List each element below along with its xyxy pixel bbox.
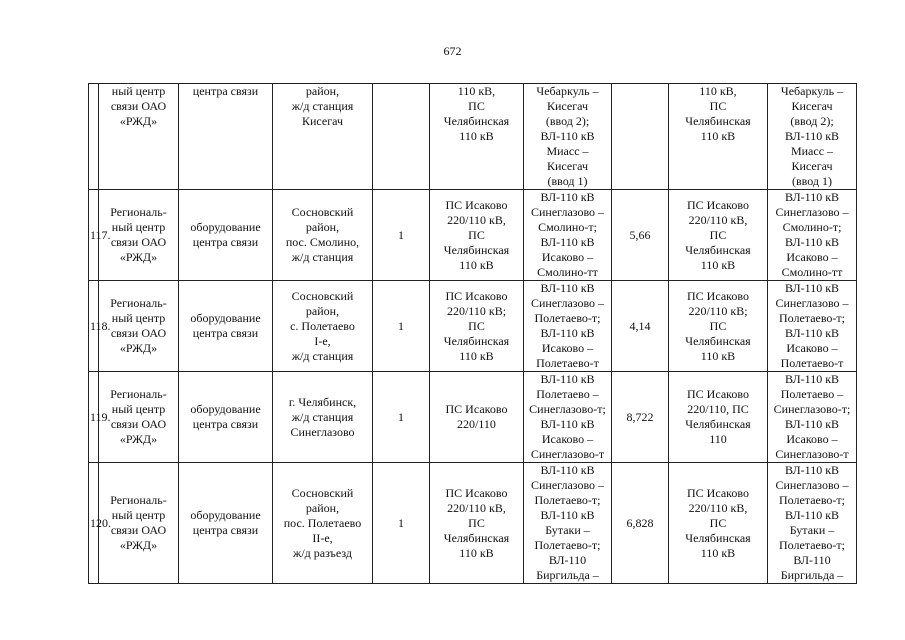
line-cell: ВЛ-110 кВ Полетаево – Синеглазово-т; ВЛ-110 кВ Исаково – Синеглазово-т	[524, 372, 612, 463]
owner-cell: Региональ- ный центр связи ОАО «РЖД»	[99, 372, 179, 463]
length-cell: 5,66	[612, 190, 669, 281]
location-cell: Сосновский район, с. Полетаево I-е, ж/д станция	[273, 281, 373, 372]
table-row	[89, 463, 857, 584]
owner-cell: Региональ- ный центр связи ОАО «РЖД»	[99, 463, 179, 584]
object-cell: оборудование центра связи	[179, 281, 273, 372]
length-cell	[612, 84, 669, 190]
row-number: 119.	[89, 372, 99, 463]
count-cell	[373, 84, 430, 190]
row-number: 117.	[89, 190, 99, 281]
source2-cell: ПС Исаково 220/110, ПС Челябинская 110	[669, 372, 768, 463]
object-cell: центра связи	[179, 84, 273, 190]
table-row	[89, 84, 857, 190]
source-cell: ПС Исаково 220/110 кВ; ПС Челябинская 110 кВ	[430, 281, 524, 372]
source2-cell: ПС Исаково 220/110 кВ; ПС Челябинская 110 кВ	[669, 281, 768, 372]
count-cell: 1	[373, 190, 430, 281]
source2-cell: ПС Исаково 220/110 кВ, ПС Челябинская 110 кВ	[669, 190, 768, 281]
count-cell: 1	[373, 463, 430, 584]
location-cell: район, ж/д станция Кисегач	[273, 84, 373, 190]
row-number: 118.	[89, 281, 99, 372]
page-number: 672	[443, 44, 462, 58]
line-cell: ВЛ-110 кВ Синеглазово – Полетаево-т; ВЛ-110 кВ Бутаки – Полетаево-т; ВЛ-110 Биргильда –	[524, 463, 612, 584]
line-cell: ВЛ-110 кВ Синеглазово – Смолино-т; ВЛ-110 кВ Исаково – Смолино-тт	[524, 190, 612, 281]
source-cell: 110 кВ, ПС Челябинская 110 кВ	[430, 84, 524, 190]
line2-cell: ВЛ-110 кВ Синеглазово – Полетаево-т; ВЛ-110 кВ Исаково – Полетаево-т	[768, 281, 857, 372]
table-row	[89, 281, 857, 372]
location-cell: Сосновский район, пос. Полетаево II-е, ж/д разъезд	[273, 463, 373, 584]
object-cell: оборудование центра связи	[179, 372, 273, 463]
row-number: 120.	[89, 463, 99, 584]
length-cell: 8,722	[612, 372, 669, 463]
source-cell: ПС Исаково 220/110 кВ, ПС Челябинская 110 кВ	[430, 463, 524, 584]
source2-cell: 110 кВ, ПС Челябинская 110 кВ	[669, 84, 768, 190]
source2-cell: ПС Исаково 220/110 кВ, ПС Челябинская 110 кВ	[669, 463, 768, 584]
count-cell: 1	[373, 281, 430, 372]
object-cell: оборудование центра связи	[179, 190, 273, 281]
table-row	[89, 372, 857, 463]
line2-cell: ВЛ-110 кВ Синеглазово – Смолино-т; ВЛ-110 кВ Исаково – Смолино-тт	[768, 190, 857, 281]
length-cell: 4,14	[612, 281, 669, 372]
length-cell: 6,828	[612, 463, 669, 584]
line-cell: Чебаркуль – Кисегач (ввод 2); ВЛ-110 кВ Миасс – Кисегач (ввод 1)	[524, 84, 612, 190]
table-row	[89, 190, 857, 281]
owner-cell: Региональ- ный центр связи ОАО «РЖД»	[99, 190, 179, 281]
count-cell: 1	[373, 372, 430, 463]
object-cell: оборудование центра связи	[179, 463, 273, 584]
location-cell: г. Челябинск, ж/д станция Синеглазово	[273, 372, 373, 463]
line2-cell: ВЛ-110 кВ Синеглазово – Полетаево-т; ВЛ-110 кВ Бутаки – Полетаево-т; ВЛ-110 Биргильда –	[768, 463, 857, 584]
line2-cell: ВЛ-110 кВ Полетаево – Синеглазово-т; ВЛ-110 кВ Исаково – Синеглазово-т	[768, 372, 857, 463]
owner-cell: ный центр связи ОАО «РЖД»	[99, 84, 179, 190]
line-cell: ВЛ-110 кВ Синеглазово – Полетаево-т; ВЛ-110 кВ Исаково – Полетаево-т	[524, 281, 612, 372]
source-cell: ПС Исаково 220/110	[430, 372, 524, 463]
consumers-table	[88, 83, 857, 584]
location-cell: Сосновский район, пос. Смолино, ж/д станция	[273, 190, 373, 281]
line2-cell: Чебаркуль – Кисегач (ввод 2); ВЛ-110 кВ Миасс – Кисегач (ввод 1)	[768, 84, 857, 190]
source-cell: ПС Исаково 220/110 кВ, ПС Челябинская 110 кВ	[430, 190, 524, 281]
owner-cell: Региональ- ный центр связи ОАО «РЖД»	[99, 281, 179, 372]
row-number	[89, 84, 99, 190]
